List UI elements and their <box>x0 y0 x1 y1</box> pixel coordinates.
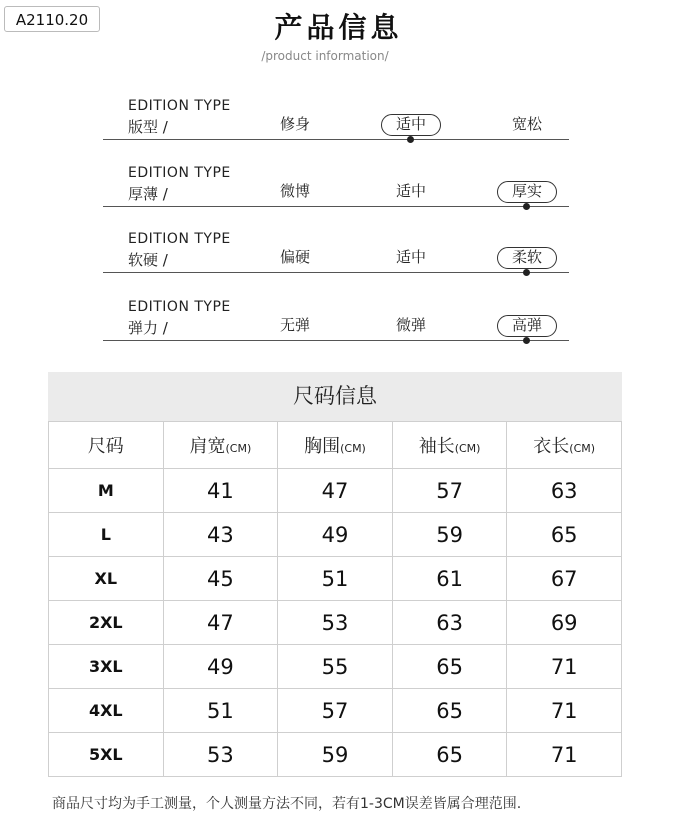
column-header-unit: (CM) <box>225 442 252 455</box>
attribute-option: 偏硬 <box>279 248 310 266</box>
measurement-cell: 71 <box>507 733 622 777</box>
product-code: A2110.20 <box>4 6 100 32</box>
attribute-option: 无弹 <box>279 316 310 334</box>
measurement-cell: 43 <box>163 513 278 557</box>
attribute-option: 修身 <box>279 115 310 133</box>
measurement-cell: 53 <box>163 733 278 777</box>
measurement-cell: 61 <box>392 557 507 601</box>
size-cell: 2XL <box>49 601 164 645</box>
attribute-option: 适中 <box>395 182 426 200</box>
column-header <box>392 422 507 469</box>
table-row <box>49 469 622 513</box>
size-table-title: 尺码信息 <box>48 372 622 421</box>
measurement-cell: 47 <box>163 601 278 645</box>
column-header <box>507 422 622 469</box>
measurement-cell: 63 <box>392 601 507 645</box>
edition-type-label: EDITION TYPE <box>128 98 231 114</box>
table-row <box>49 513 622 557</box>
attribute-option: 微博 <box>279 182 310 200</box>
size-cell: 4XL <box>49 689 164 733</box>
table-row <box>49 601 622 645</box>
measurement-cell: 53 <box>278 601 393 645</box>
measurement-cell: 47 <box>278 469 393 513</box>
table-row <box>49 689 622 733</box>
column-header-name: 胸围 <box>304 436 341 457</box>
measurement-cell: 59 <box>278 733 393 777</box>
measurement-cell: 65 <box>392 733 507 777</box>
edition-type-label: EDITION TYPE <box>128 165 231 181</box>
table-row <box>49 645 622 689</box>
footer-note: 商品尺寸均为手工测量，个人测量方法不同，若有1-3CM误差皆属合理范围. <box>52 796 522 812</box>
column-header-unit: (CM) <box>454 442 481 455</box>
measurement-cell: 51 <box>163 689 278 733</box>
column-header-name: 衣长 <box>533 436 570 457</box>
measurement-cell: 51 <box>278 557 393 601</box>
column-header-name: 尺码 <box>87 436 124 457</box>
measurement-cell: 71 <box>507 645 622 689</box>
table-header-row <box>49 422 622 469</box>
selection-marker-dot <box>523 337 530 344</box>
selected-option: 厚实 <box>497 181 557 203</box>
measurement-cell: 69 <box>507 601 622 645</box>
column-header <box>163 422 278 469</box>
selected-option: 适中 <box>381 114 441 136</box>
attribute-name: 版型 / <box>128 118 168 136</box>
column-header-name: 袖长 <box>418 436 455 457</box>
measurement-cell: 55 <box>278 645 393 689</box>
attribute-row <box>103 293 569 359</box>
selected-option: 柔软 <box>497 247 557 269</box>
divider-line <box>103 340 569 341</box>
divider-line <box>103 272 569 273</box>
size-table-section <box>48 372 622 777</box>
attribute-name: 弹力 / <box>128 319 168 337</box>
page-subtitle: /product information/ <box>261 49 389 63</box>
measurement-cell: 65 <box>392 689 507 733</box>
attribute-option: 适中 <box>395 248 426 266</box>
measurement-cell: 65 <box>392 645 507 689</box>
measurement-cell: 71 <box>507 689 622 733</box>
column-header-unit: (CM) <box>340 442 366 455</box>
table-row <box>49 557 622 601</box>
measurement-cell: 45 <box>163 557 278 601</box>
attribute-option: 宽松 <box>511 115 542 133</box>
measurement-cell: 67 <box>507 557 622 601</box>
attribute-row <box>103 225 569 291</box>
attribute-option: 微弹 <box>395 316 426 334</box>
column-header-name: 肩宽 <box>189 436 226 457</box>
measurement-cell: 49 <box>278 513 393 557</box>
column-header <box>49 422 164 469</box>
divider-line <box>103 206 569 207</box>
column-header <box>278 422 393 469</box>
column-header-unit: (CM) <box>569 442 596 455</box>
attribute-row <box>103 92 569 158</box>
attribute-row <box>103 159 569 225</box>
size-cell: 3XL <box>49 645 164 689</box>
selection-marker-dot <box>523 203 530 210</box>
measurement-cell: 57 <box>392 469 507 513</box>
attribute-name: 软硬 / <box>128 251 168 269</box>
selection-marker-dot <box>407 136 414 143</box>
divider-line <box>103 139 569 140</box>
measurement-cell: 63 <box>507 469 622 513</box>
selection-marker-dot <box>523 269 530 276</box>
edition-type-label: EDITION TYPE <box>128 231 231 247</box>
measurement-cell: 41 <box>163 469 278 513</box>
size-cell: M <box>49 469 164 513</box>
measurement-cell: 65 <box>507 513 622 557</box>
edition-type-label: EDITION TYPE <box>128 299 231 315</box>
attribute-name: 厚薄 / <box>128 185 168 203</box>
selected-option: 高弹 <box>497 315 557 337</box>
size-cell: L <box>49 513 164 557</box>
measurement-cell: 49 <box>163 645 278 689</box>
measurement-cell: 57 <box>278 689 393 733</box>
size-cell: XL <box>49 557 164 601</box>
table-row <box>49 733 622 777</box>
size-cell: 5XL <box>49 733 164 777</box>
page-title: 产品信息 <box>274 11 403 44</box>
size-table <box>48 421 622 777</box>
measurement-cell: 59 <box>392 513 507 557</box>
